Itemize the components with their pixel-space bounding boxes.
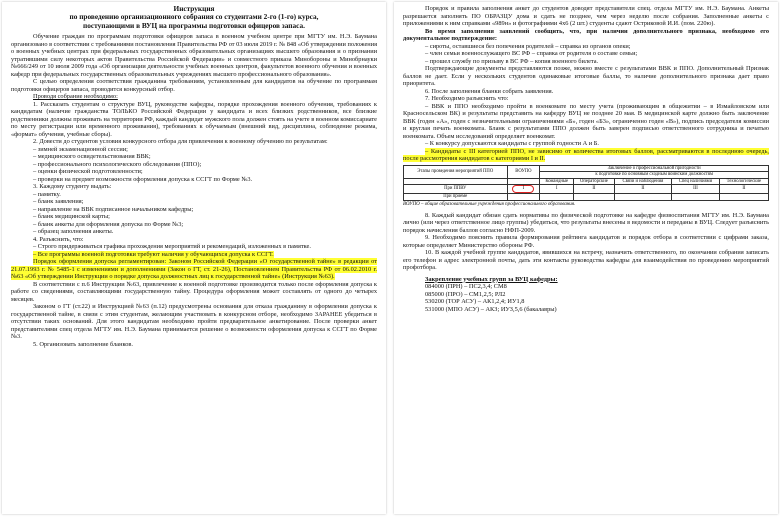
paragraph: – ВВК и ППО необходимо пройти в военкомате по месту учета (проживающим в общежитии – в Измайловском или Красносельском ВК) и результаты представить на кафедру ВУЦ не позднее 20 мая. В медицинской карте должно быть заключение ВВК (годен «А», годен с незначительными ограничениями «Б», годен «Б3», ограниченно годен «В»), подпись председателя комиссии и круглая печать военкомата. Бланк с результатами ППО должен быть заверен подписью ответственного сотрудника и печатью военкомата. Объем исследований определяет военкомат. xyxy=(403,102,769,140)
table-header-cell: Спец наличиями xyxy=(672,178,720,185)
table-cell: II xyxy=(719,185,768,194)
list-item: – член семьи военнослужащего ВС РФ – справка от родителя о составе семьи; xyxy=(425,50,638,57)
paragraph: 5. Организовать заполнение бланков. xyxy=(33,340,134,348)
groups-title: Закрепление учебных групп за ВУЦ кафедры: xyxy=(425,275,558,283)
right-page xyxy=(394,2,778,514)
paragraph: 9. Необходимо пояснить правила формирования рейтинга кандидатов и порядок отбора в соответствии с цифрами заказа, которые определяет Министерство обороны РФ. xyxy=(403,234,769,249)
table-row xyxy=(404,194,769,201)
paragraph: – Строго придерживаться графика прохождения мероприятий и рекомендаций, изложенных в памятке. xyxy=(33,243,311,251)
ppo-table xyxy=(403,165,769,201)
table-header-cell: Операторские xyxy=(574,178,615,185)
group-item: 531000 (МПО АСУ) – АКЗ; ИУЗ,5,6 (бакалавры) xyxy=(425,305,557,313)
table-cell: III xyxy=(672,185,720,194)
table-header-cell: ВОУПО xyxy=(507,165,540,178)
list-item: – проверки на предмет возможности оформления допуска к ССГТ по Форме №3. xyxy=(33,175,253,183)
table-header-cell: Заключение о профессиональной пригодности xyxy=(540,165,769,172)
group-item: 084000 (ПРН) – ПС2,3,4; СМ8 xyxy=(425,283,507,290)
paragraph: 2. Довести до студентов условия конкурсного отбора для привлечения к военному обучению по результатам: xyxy=(33,138,328,146)
table-caption: ВОУПО – общие образовательные учреждения профессионального образования. xyxy=(403,201,576,207)
paragraph: 8. Каждый кандидат обязан сдать нормативы по физической подготовке на кафедре физвоспитания МГТУ им. Н.Э. Баумана лично (или через ответственное лицо группы) убедиться, что результаты внесены в ведомости и переданы в ВУЦ. Следует разъяснить порядок начисления баллов согласно НФП-2009. xyxy=(403,211,769,234)
paragraph: С целью определения соответствия гражданина требованиям, установленным для кандидатов на обучение по программам подготовки офицеров запаса, проводится конкурсный отбор. xyxy=(11,78,377,93)
paragraph-heading: Проводя собрание необходимо: xyxy=(33,93,118,101)
paragraph: Подтверждающие документы представляются позже, можно вместе с результатами ВВК и ППО. Дополнительный Признак баллов не дает. Если у нескольких студентов одинаковые итоговые баллы, то наличие дополнительного признака дает право приоритета. xyxy=(403,65,769,87)
group-item: 085000 (ПРО) – СМ1,2,5; РЛ2 xyxy=(425,290,506,298)
list-item: – зимней экзаменационной сессии; xyxy=(33,145,128,153)
paragraph: 10. В каждой учебной группе кандидатов, явившихся на встречу, назначить ответственного, по окончании собрания записать его телефон и адрес электронной почты, дать эти контакты руководства кафедры для взаимодействия по проведению мероприятий профотбора. xyxy=(403,249,769,271)
group-item: 530200 (ТОР АСУ) – АК1,2,4; ИУ1,8 xyxy=(425,298,525,305)
table-header-cell: Командные xyxy=(540,178,574,185)
paragraph: – К конкурсу допускаются кандидаты с группой годности А и Б. xyxy=(425,140,599,147)
paragraph: В соответствии с п.6 Инструкции №63, привлечение к военной подготовке производится только после оформления допуска к работе со сведениями, составляющими государственную тайну. Процедура оформления может составлять от одного до четырех месяцев. xyxy=(11,280,377,303)
list-item: – направление на ВВК подписанное начальником кафедры; xyxy=(33,205,194,213)
list-item: – сироты, оставшиеся без попечения родителей – справка из органов опеки; xyxy=(425,42,631,50)
list-item: – медицинского освидетельствования ВВК; xyxy=(33,153,151,161)
table-row xyxy=(404,185,769,194)
document-title: Инструкция по проведению организационного собрания со студентами 2-го (1-го) курса, поступающими в ВУЦ на программы подготовки офицеров запаса. xyxy=(69,4,319,30)
table-header-cell: Технологические xyxy=(719,178,768,185)
list-item: – прошел службу по призыву в ВС РФ – копия военного билета. xyxy=(425,57,599,65)
table-cell: При ППВУ xyxy=(404,185,508,194)
list-item: – бланк анкеты для оформления допуска по Форме №3; xyxy=(33,220,184,228)
table-header-cell: Связи и наблюдения xyxy=(614,178,671,185)
list-item: – профессионального психологического обследования (ППО); xyxy=(33,160,202,168)
intro-paragraph: Обучение граждан по программам подготовки офицеров запаса в военном учебном центре при МГТУ им. Н.Э. Баумана организовано в соответствии с требованиями постановления Правительства РФ от 03 июля 2019 г. № 848 «Об утверждении положения о военных учебных центрах при федеральных государственных образовательных организациях высшего образования и о признании утратившими силу некоторых актов Правительства Российской Федерации» и совместного приказа Минобороны и Минобрнауки №666/249 от 10 июля 2009 года «Об организации деятельности учебных военных центров, факультетов военного обучения и военных кафедр при федеральных государственных образовательных учреждениях высшего профессионального образования». xyxy=(11,33,377,78)
table-cell: II xyxy=(574,185,615,194)
paragraph: 6. После заполнения бланки собрать заявления. xyxy=(425,87,554,95)
paragraph: Порядок и правила заполнения анкет до студентов доводят представители спец. отдела МГТУ им. Н.Э. Баумана. Анкеты разрешается заполнять ПО ОБРАЗЦУ дома и сдать не позднее, чем через неделю после собрания. Заполненные анкеты с приложениями к ним справками «989н» и фотографиями 4х6 (2 шт.) студенты сдают Остриковой И.И. (пом. 220ю). xyxy=(403,5,769,27)
list-item: – образец заполнения анкеты. xyxy=(33,228,114,236)
highlighted-text: – Кандидаты с III категорией ППО, не зависимо от количества итоговых баллов, рассматриваются в последнюю очередь, после рассмотрения кандидатов с категориями I и II. xyxy=(403,147,769,162)
paragraph: 1. Рассказать студентам о структуре ВУЦ, руководстве кафедры, порядке прохождения военного обучения, требованиях к кандидатам (наличие гражданства ТОЛЬКО Российской Федерации у кандидата и всех близких родственников, все близкие родственники должны проживать на территории РФ, каждый кандидат мужского пола должен стоять на учете в военном комиссариате по месту регистрации или временного проживания), требованиях к обучаемым (внешний вид, дисциплина, соблюдение режима, «формат» обучения, учебные сборы). xyxy=(11,100,377,138)
list-item: – оценки физической подготовленности; xyxy=(33,168,143,176)
list-item: – бланк заявления; xyxy=(33,198,84,206)
paragraph: 7. Необходимо разъяснить что: xyxy=(425,95,509,102)
table-header-cell: к подготовке по основным сходным воинским должностям xyxy=(540,172,769,179)
paragraph: Законом о ГТ (ст.22) и Инструкцией №63 (п.12) предусмотрены основания для отказа гражданину в оформлении допуска к государственной тайне, в связи с этим студентам, желающим участвовать в конкурсном отборе, необходимо ЗАРАНЕЕ убедиться в отсутствии таких оснований. Для этого кандидатам необходимо пройти предварительное анкетирование. После проверки анкет представителями спец отдела МГТУ им. Н.Э. Баумана принимается решение о возможности оформления допуска к ССГТ по Форме №3. xyxy=(11,303,377,341)
table-cell: При приеме xyxy=(404,194,508,201)
list-item: – бланк медицинской карты; xyxy=(33,213,110,221)
left-page xyxy=(2,2,386,514)
highlighted-text: – Все программы военной подготовки требуют наличия у обучающихся допуска к ССГТ. xyxy=(33,250,274,258)
table-cell: II xyxy=(614,185,671,194)
paragraph: Во время заполнения заявлений сообщить, что, при наличии дополнительного признака, необходимо его документальное подтверждение: xyxy=(403,27,769,42)
table-header-cell: Этапы проведения мероприятий ППО xyxy=(404,165,508,178)
paragraph: 4. Разъяснить, что: xyxy=(33,235,84,243)
circled-cell: I xyxy=(512,185,534,193)
highlighted-text: Порядок оформления допуска регламентирован: Законом Российской Федерации «О государственной тайне» в редакции от 21.07.1993 г. № 5485-1 с изменениями и дополнениями (Закон о ГТ, ст. 21-26), Постановлением Правительства РФ от 06.02.2010 г. №63 «Об утверждении Инструкции о порядке допуска должностных лиц к государственной тайне» (Инструкция №63). xyxy=(11,258,377,281)
table-cell: I xyxy=(540,185,574,194)
list-item: – памятку. xyxy=(33,190,61,198)
paragraph: 3. Каждому студенту выдать: xyxy=(33,183,112,191)
